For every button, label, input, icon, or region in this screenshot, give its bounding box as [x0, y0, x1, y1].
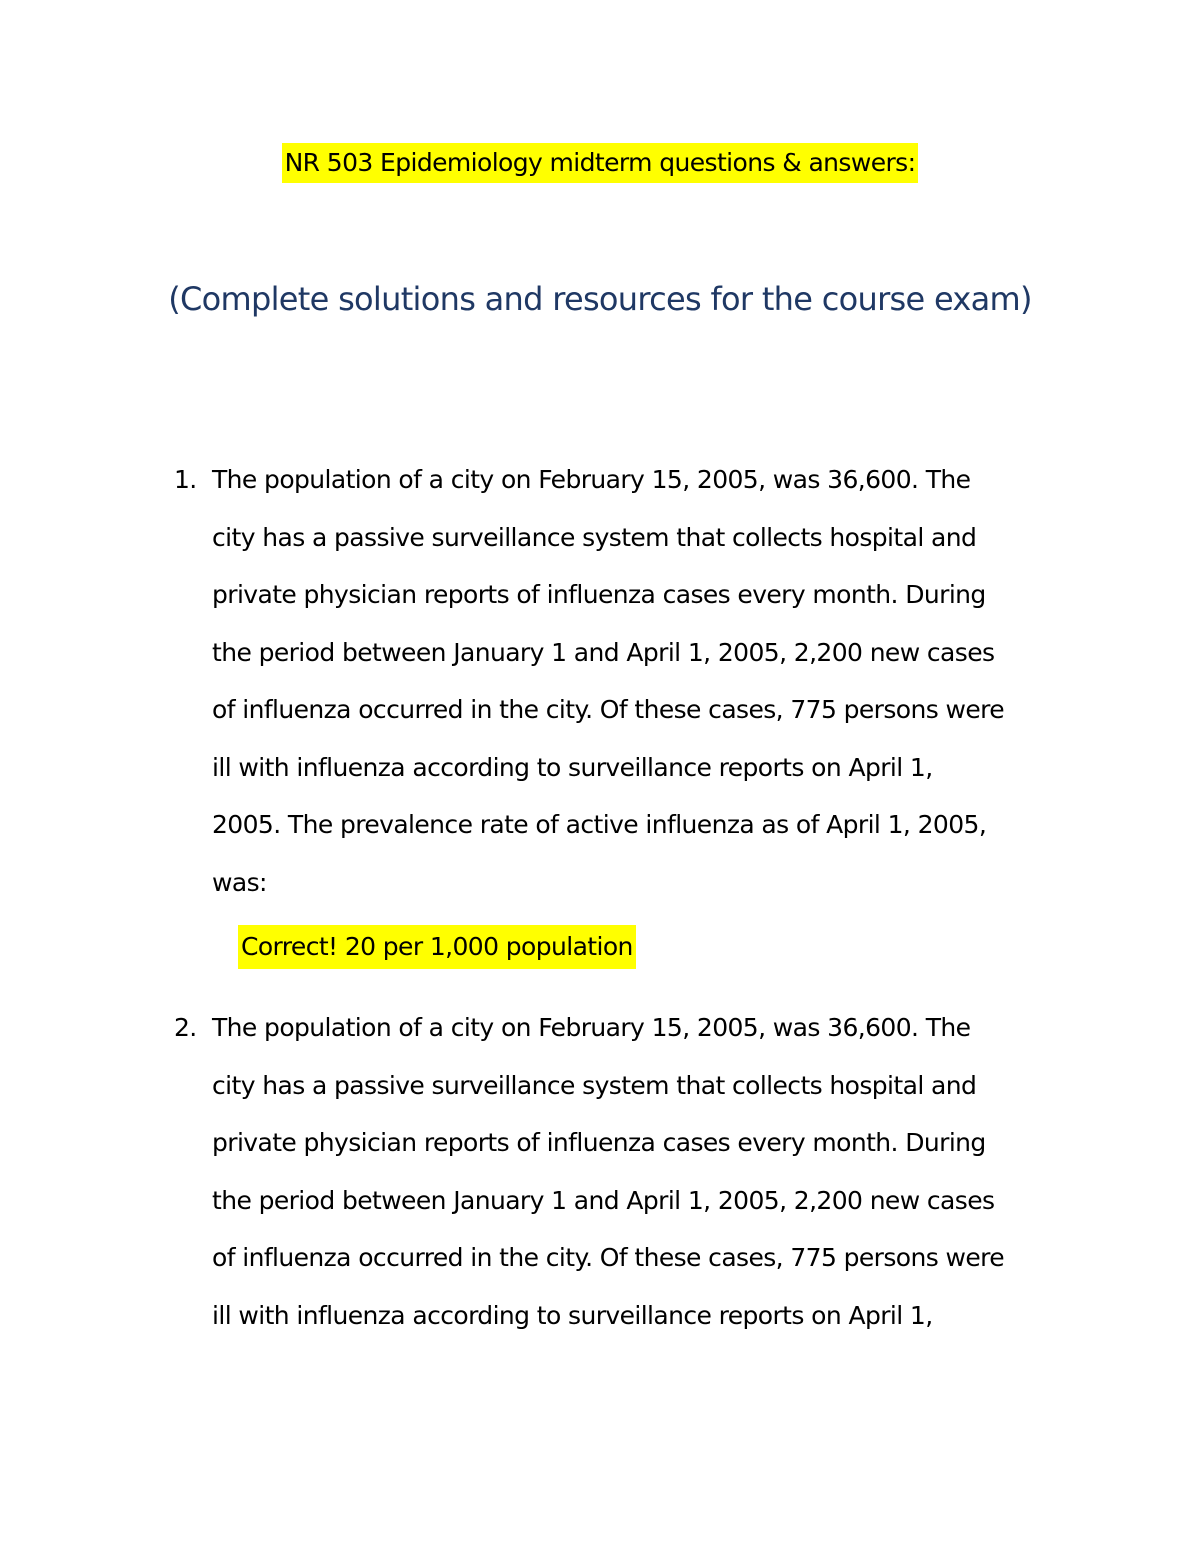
document-title: NR 503 Epidemiology midterm questions & answers:	[282, 143, 919, 183]
question-line: ill with influenza according to surveillance reports on April 1,	[212, 752, 933, 782]
question-line: of influenza occurred in the city. Of these cases, 775 persons were	[212, 695, 1005, 724]
question-line: The population of a city on February 15, 2005, was 36,600. The	[212, 1013, 971, 1042]
question-line: ill with influenza according to surveillance reports on April 1,	[212, 1300, 933, 1330]
question-line: was:	[212, 867, 267, 897]
question-number: 2.	[174, 1013, 197, 1042]
question-line: city has a passive surveillance system that collects hospital and	[212, 522, 977, 552]
question-number: 1.	[174, 465, 197, 494]
question-line: city has a passive surveillance system that collects hospital and	[212, 1070, 977, 1100]
question-text	[212, 999, 1074, 1344]
question-text	[212, 451, 1074, 911]
question-line: The population of a city on February 15, 2005, was 36,600. The	[212, 465, 971, 494]
document-subtitle: (Complete solutions and resources for the course exam)	[168, 280, 1032, 318]
question-line: the period between January 1 and April 1, 2005, 2,200 new cases	[212, 637, 995, 667]
answer-highlight: Correct! 20 per 1,000 population	[238, 925, 636, 969]
question-line: 2005. The prevalence rate of active influenza as of April 1, 2005,	[212, 810, 987, 839]
question-line: of influenza occurred in the city. Of these cases, 775 persons were	[212, 1243, 1005, 1272]
question-line: the period between January 1 and April 1, 2005, 2,200 new cases	[212, 1185, 995, 1215]
question-line: private physician reports of influenza cases every month. During	[212, 580, 986, 609]
answer-container	[238, 925, 636, 969]
title-container	[0, 143, 1200, 183]
question-line: private physician reports of influenza cases every month. During	[212, 1128, 986, 1157]
